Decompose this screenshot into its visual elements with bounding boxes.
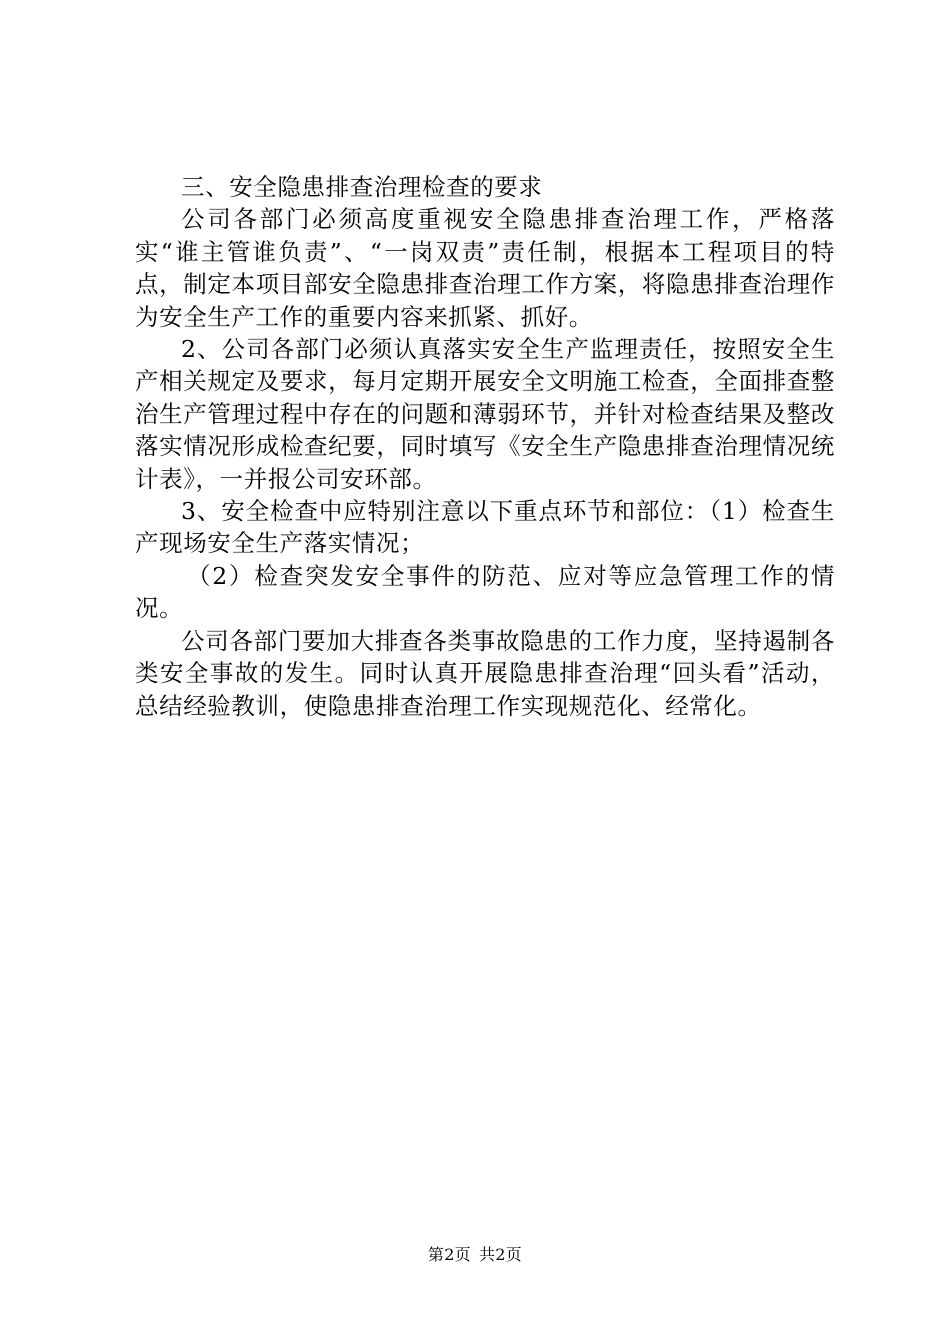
- page-total: 共2页: [479, 1245, 523, 1264]
- page-footer: [0, 1244, 950, 1266]
- paragraph-4: （2）检查突发安全事件的防范、应对等应急管理工作的情况。: [135, 561, 835, 623]
- paragraph-2: 2、公司各部门必须认真落实安全生产监理责任，按照安全生产相关规定及要求，每月定期开展安全文明施工检查，全面排查整治生产管理过程中存在的问题和薄弱环节，并针对检查结果及整改落实情况形成检查纪要，同时填写《安全生产隐患排查治理情况统计表》，一并报公司安环部。: [135, 335, 835, 493]
- page-number: 第2页: [427, 1245, 471, 1264]
- paragraph-1: 公司各部门必须高度重视安全隐患排查治理工作，严格落实“谁主管谁负责”、“一岗双责”责任制，根据本工程项目的特点，制定本项目部安全隐患排查治理工作方案，将隐患排查治理作为安全生产工作的重要内容来抓紧、抓好。: [135, 205, 835, 331]
- section-heading: 三、安全隐患排查治理检查的要求: [181, 173, 543, 201]
- document-body: [135, 171, 835, 722]
- paragraph-5: 公司各部门要加大排查各类事故隐患的工作力度，坚持遏制各类安全事故的发生。同时认真开展隐患排查治理“回头看”活动，总结经验教训，使隐患排查治理工作实现规范化、经常化。: [135, 626, 835, 720]
- paragraph-3: 3、安全检查中应特别注意以下重点环节和部位：（1）检查生产现场安全生产落实情况；: [135, 497, 835, 558]
